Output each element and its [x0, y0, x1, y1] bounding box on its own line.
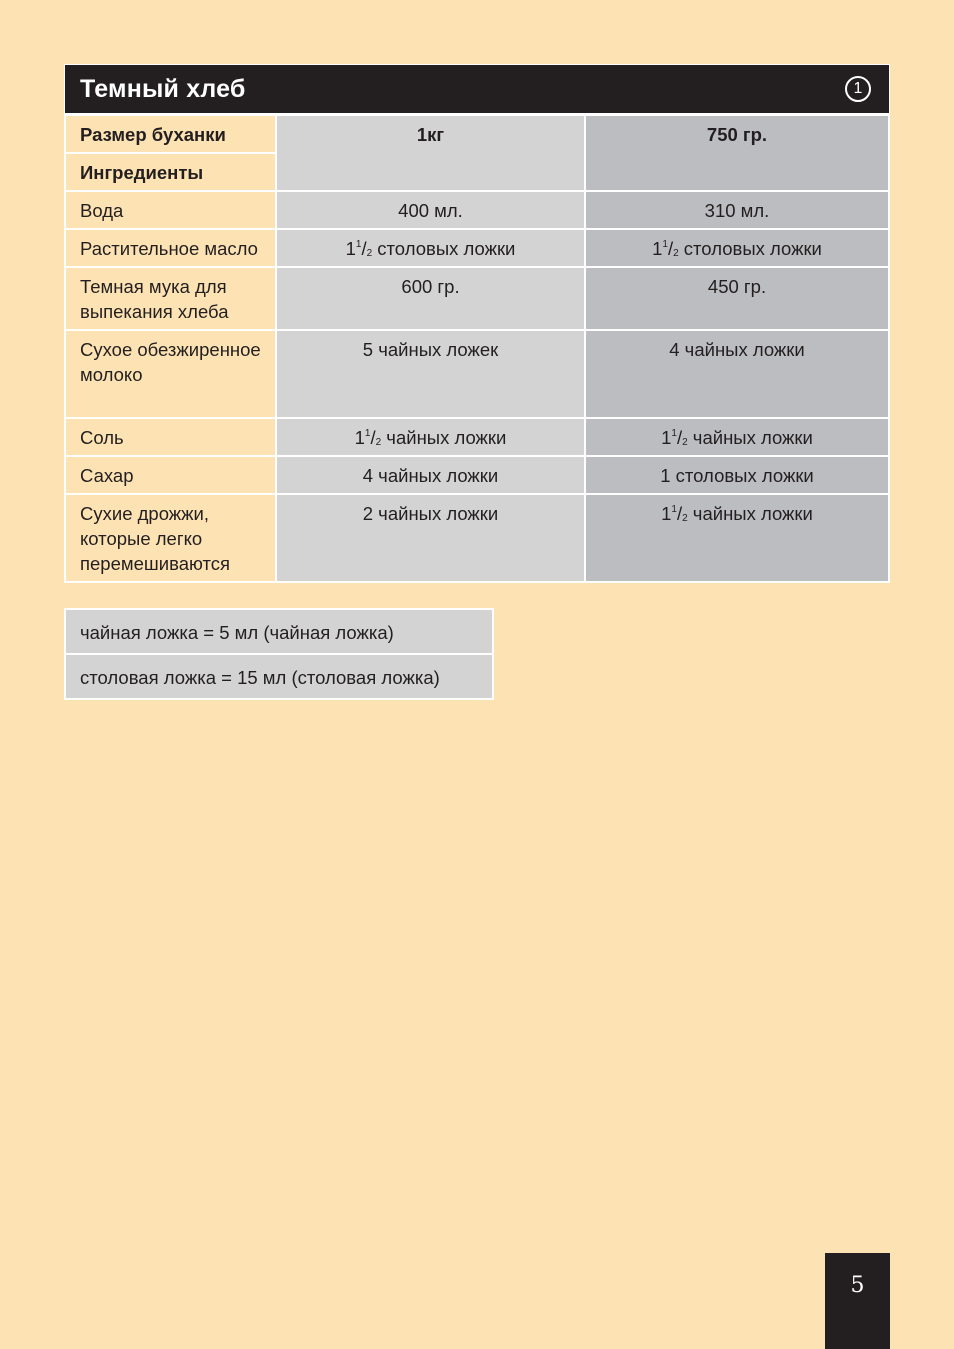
ingredient-name: Темная мука для выпекания хлеба — [65, 267, 276, 330]
recipe-title-bar — [64, 64, 890, 114]
ingredient-name: Растительное масло — [65, 229, 276, 267]
ingredient-name: Сахар — [65, 456, 276, 494]
amount-1kg: 400 мл. — [276, 191, 585, 229]
units-row — [65, 654, 493, 699]
amount-1kg: $1^1/_2$ столовых ложки — [276, 229, 585, 267]
amount-750g: $1^1/_2$ чайных ложки — [585, 418, 889, 456]
ingredient-name: Вода — [65, 191, 276, 229]
fraction-value: $1^1/_2$ — [652, 238, 679, 259]
ingredient-name: Соль — [65, 418, 276, 456]
header-row-size — [65, 115, 889, 153]
table-row — [65, 229, 889, 267]
amount-1kg: 600 гр. — [276, 267, 585, 330]
page-number: 5 — [825, 1253, 890, 1349]
ingredient-name: Сухое обезжиренное молоко — [65, 330, 276, 418]
fraction-value: $1^1/_2$ — [661, 503, 688, 524]
fraction-value: $1^1/_2$ — [661, 427, 688, 448]
ingredients-grid — [64, 114, 890, 583]
circled-one-icon: 1 — [845, 76, 871, 102]
amount-750g: 310 мл. — [585, 191, 889, 229]
amount-750g: 1 столовых ложки — [585, 456, 889, 494]
amount-750g: 4 чайных ложки — [585, 330, 889, 418]
units-row — [65, 609, 493, 654]
tablespoon-definition: столовая ложка = 15 мл (столовая ложка) — [65, 654, 493, 699]
amount-1kg: 4 чайных ложки — [276, 456, 585, 494]
column-750g-header: 750 гр. — [585, 115, 889, 191]
amount-750g: 450 гр. — [585, 267, 889, 330]
units-table — [64, 608, 494, 700]
ingredient-name: Сухие дрожжи, которые легко перемешиваются — [65, 494, 276, 582]
size-label: Размер буханки — [65, 115, 276, 153]
table-row — [65, 267, 889, 330]
fraction-value: $1^1/_2$ — [345, 238, 373, 259]
teaspoon-definition: чайная ложка = 5 мл (чайная ложка) — [65, 609, 493, 654]
table-row — [65, 456, 889, 494]
column-1kg-header: 1кг — [276, 115, 585, 191]
table-row — [65, 191, 889, 229]
amount-1kg: 2 чайных ложки — [276, 494, 585, 582]
amount-1kg: $1^1/_2$ чайных ложки — [276, 418, 585, 456]
recipe-table — [64, 64, 890, 583]
amount-750g: $1^1/_2$ чайных ложки — [585, 494, 889, 582]
table-row — [65, 418, 889, 456]
amount-750g: $1^1/_2$ столовых ложки — [585, 229, 889, 267]
recipe-title: Темный хлеб — [80, 74, 246, 103]
fraction-value: $1^1/_2$ — [354, 427, 382, 448]
ingredients-label: Ингредиенты — [65, 153, 276, 191]
table-row — [65, 330, 889, 418]
table-row — [65, 494, 889, 582]
amount-1kg: 5 чайных ложек — [276, 330, 585, 418]
